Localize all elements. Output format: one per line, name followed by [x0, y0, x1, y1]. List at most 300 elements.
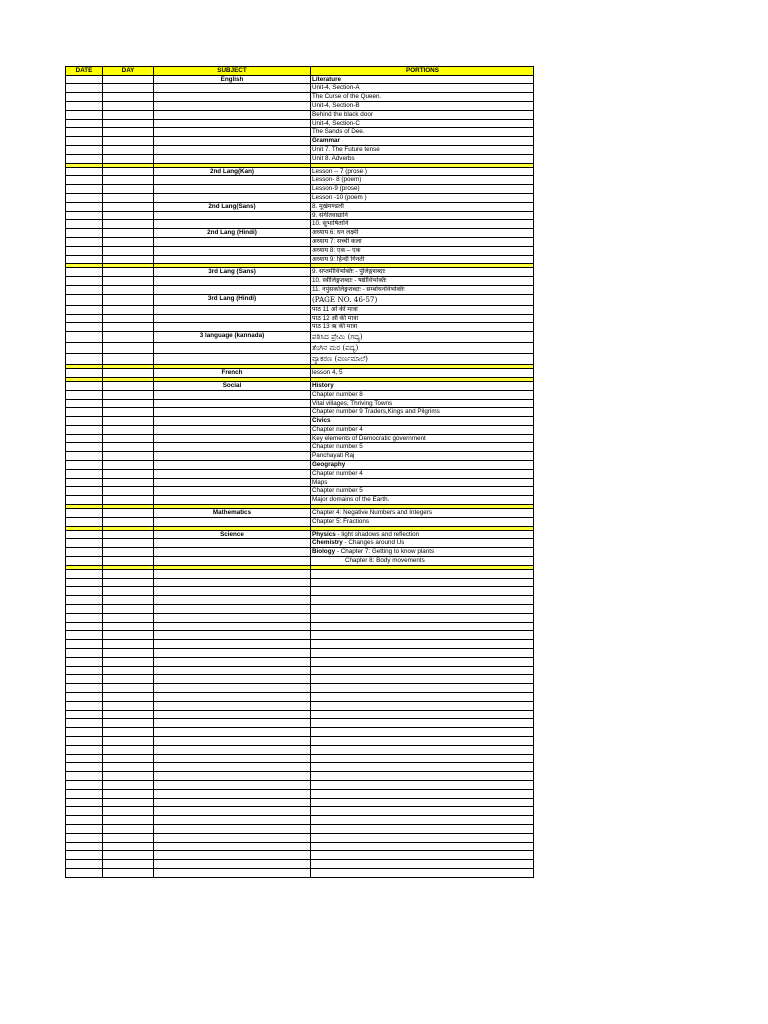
separator-cell [311, 378, 533, 381]
subject-cell [154, 212, 311, 220]
day-cell [103, 470, 154, 478]
subject-cell: Social [154, 382, 311, 390]
empty-cell [311, 570, 533, 578]
day-cell [103, 452, 154, 460]
empty-cell [154, 711, 311, 719]
subject-cell [154, 84, 311, 92]
empty-cell [66, 737, 103, 745]
empty-cell [154, 675, 311, 683]
empty-cell [154, 781, 311, 789]
empty-cell [66, 587, 103, 595]
portion-cell [311, 461, 533, 469]
portion-text: Vital villages, Thriving Towns [312, 399, 393, 407]
exam-schedule-table [65, 66, 534, 878]
table-row [65, 229, 534, 238]
portion-cell [311, 268, 533, 276]
empty-cell [66, 640, 103, 648]
portion-text: The Curse of the Queen. [312, 93, 382, 101]
empty-cell [311, 825, 533, 833]
empty-cell [66, 869, 103, 877]
empty-cell [103, 772, 154, 780]
subject-cell [154, 354, 311, 364]
date-cell [66, 369, 103, 377]
empty-cell [66, 702, 103, 710]
date-cell [66, 548, 103, 556]
empty-cell [66, 763, 103, 771]
empty-row [65, 658, 534, 667]
portion-text: Unit-4, Section-A [312, 84, 360, 92]
portion-cell [311, 354, 533, 364]
day-cell [103, 417, 154, 425]
empty-cell [154, 596, 311, 604]
empty-row [65, 711, 534, 720]
empty-cell [66, 605, 103, 613]
subject-cell [154, 539, 311, 547]
subject-cell [154, 426, 311, 434]
empty-cell [103, 675, 154, 683]
separator-cell [311, 566, 533, 569]
separator-cell [154, 264, 311, 267]
day-cell [103, 306, 154, 314]
portion-text: Chapter 4: Negative Numbers and Integers [312, 509, 433, 517]
date-cell [66, 247, 103, 255]
empty-cell [154, 799, 311, 807]
empty-cell [154, 702, 311, 710]
portion-text: Geography [312, 461, 346, 469]
date-cell [66, 229, 103, 237]
subject-cell [154, 487, 311, 495]
empty-row [65, 640, 534, 649]
separator-cell [66, 566, 103, 569]
date-cell [66, 238, 103, 246]
date-cell [66, 176, 103, 184]
empty-cell [66, 579, 103, 587]
portion-cell [311, 111, 533, 119]
table-row [65, 487, 534, 496]
empty-cell [154, 869, 311, 877]
empty-cell [154, 579, 311, 587]
empty-cell [103, 728, 154, 736]
portion-cell [311, 518, 533, 526]
empty-row [65, 684, 534, 693]
table-row [65, 323, 534, 332]
subject-cell [154, 496, 311, 504]
empty-row [65, 587, 534, 596]
date-cell [66, 557, 103, 565]
day-cell [103, 315, 154, 323]
date-cell [66, 391, 103, 399]
empty-cell [311, 869, 533, 877]
table-row [65, 212, 534, 221]
empty-cell [66, 649, 103, 657]
portion-text: Lesson-9 (prose) [312, 185, 360, 193]
empty-cell [154, 746, 311, 754]
portion-text: - Changes around Us [342, 539, 405, 547]
portion-label: Biology [312, 548, 336, 556]
empty-cell [154, 693, 311, 701]
portion-cell [311, 369, 533, 377]
portion-text: अध्याय 9: हिन्दी गिनती [312, 255, 365, 263]
day-cell [103, 509, 154, 517]
table-row [65, 496, 534, 505]
portion-text: - light shadows and reflection [335, 530, 420, 538]
empty-cell [311, 860, 533, 868]
subject-cell [154, 470, 311, 478]
date-cell [66, 443, 103, 451]
empty-cell [66, 807, 103, 815]
empty-cell [311, 711, 533, 719]
subject-cell [154, 111, 311, 119]
empty-cell [311, 755, 533, 763]
empty-cell [66, 834, 103, 842]
table-row [65, 518, 534, 527]
separator-cell [154, 365, 311, 368]
empty-cell [66, 799, 103, 807]
empty-row [65, 807, 534, 816]
portion-label: Physics [312, 530, 336, 538]
separator-cell [103, 378, 154, 381]
date-cell [66, 343, 103, 353]
empty-cell [103, 631, 154, 639]
table-row [65, 417, 534, 426]
empty-row [65, 702, 534, 711]
empty-cell [66, 816, 103, 824]
empty-cell [103, 605, 154, 613]
empty-cell [66, 711, 103, 719]
portion-cell [311, 256, 533, 264]
portion-text: History [312, 381, 334, 389]
portion-cell [311, 343, 533, 353]
portion-text: Chapter number 4 [312, 425, 363, 433]
portion-text: Chapter number 4 [312, 469, 363, 477]
table-row [65, 452, 534, 461]
separator-cell [154, 566, 311, 569]
date-cell [66, 461, 103, 469]
subject-cell [154, 238, 311, 246]
separator-cell [154, 505, 311, 508]
date-cell [66, 306, 103, 314]
separator-cell [66, 164, 103, 167]
empty-cell [66, 596, 103, 604]
day-cell [103, 295, 154, 305]
day-cell [103, 146, 154, 154]
portion-text: ಪಠಿಸಿದ ಪ್ರೇಮಿ (ಗದ್ಯ) [312, 332, 363, 342]
empty-cell [311, 719, 533, 727]
table-row [65, 443, 534, 452]
empty-row [65, 693, 534, 702]
day-cell [103, 277, 154, 285]
empty-cell [311, 623, 533, 631]
subject-cell [154, 137, 311, 145]
empty-cell [66, 719, 103, 727]
empty-cell [103, 737, 154, 745]
empty-cell [311, 693, 533, 701]
empty-cell [66, 684, 103, 692]
empty-cell [154, 658, 311, 666]
day-cell [103, 343, 154, 353]
portion-text: अध्याय 7: सच्ची कला [312, 237, 362, 245]
empty-row [65, 719, 534, 728]
subject-cell: Science [154, 531, 311, 539]
day-cell [103, 518, 154, 526]
empty-cell [154, 851, 311, 859]
empty-row [65, 649, 534, 658]
table-row [65, 435, 534, 444]
portion-cell [311, 509, 533, 517]
empty-cell [66, 755, 103, 763]
empty-cell [311, 843, 533, 851]
separator-cell [66, 264, 103, 267]
date-cell [66, 256, 103, 264]
portion-cell [311, 155, 533, 163]
separator-cell [66, 378, 103, 381]
date-cell [66, 84, 103, 92]
empty-cell [311, 834, 533, 842]
header-date: DATE [66, 67, 103, 75]
separator-cell [66, 527, 103, 530]
empty-row [65, 579, 534, 588]
day-cell [103, 426, 154, 434]
portion-text: अध्याय 6: धन लक्ष्मी [312, 229, 359, 237]
empty-cell [103, 799, 154, 807]
subject-cell: 3rd Lang (Sans) [154, 268, 311, 276]
day-cell [103, 137, 154, 145]
portion-text: (PAGE NO. 46-57) [312, 294, 378, 304]
portion-text: - Chapter 7: Getting to know plants [335, 548, 435, 556]
subject-cell [154, 155, 311, 163]
portion-cell [311, 76, 533, 84]
portion-text: अध्याय 8: एक – एक [312, 246, 361, 254]
empty-row [65, 596, 534, 605]
portion-text: Major domains of the Earth. [312, 496, 390, 504]
subject-cell [154, 557, 311, 565]
portion-cell [311, 417, 533, 425]
empty-cell [154, 684, 311, 692]
portion-text: Chapter 5: Fractions [312, 517, 370, 525]
header-portions: PORTIONS [406, 67, 439, 74]
table-row [65, 295, 534, 306]
portion-cell [311, 531, 533, 539]
empty-cell [154, 807, 311, 815]
empty-cell [66, 623, 103, 631]
portion-text: 11. नपुंसकलिङ्गशब्दाः - सम्बोधनविभक्तिः [312, 285, 405, 293]
empty-cell [66, 728, 103, 736]
empty-cell [311, 684, 533, 692]
separator-cell [66, 505, 103, 508]
empty-cell [103, 860, 154, 868]
table-row [65, 369, 534, 378]
day-cell [103, 203, 154, 211]
portion-cell [311, 408, 533, 416]
portion-cell [311, 286, 533, 294]
date-cell [66, 426, 103, 434]
portion-text: Chapter number 5 [312, 487, 363, 495]
portion-cell [311, 295, 533, 305]
empty-cell [66, 746, 103, 754]
empty-row [65, 816, 534, 825]
portion-cell [311, 470, 533, 478]
day-cell [103, 408, 154, 416]
empty-cell [154, 719, 311, 727]
empty-row [65, 728, 534, 737]
empty-cell [154, 728, 311, 736]
portion-text: Unit-4, Section-C [312, 119, 360, 127]
portion-cell [311, 539, 533, 547]
empty-cell [154, 614, 311, 622]
empty-cell [154, 737, 311, 745]
portion-cell [311, 102, 533, 110]
empty-row [65, 746, 534, 755]
empty-cell [66, 658, 103, 666]
empty-cell [311, 737, 533, 745]
subject-cell: Mathematics [154, 509, 311, 517]
empty-cell [103, 702, 154, 710]
empty-cell [66, 614, 103, 622]
date-cell [66, 220, 103, 228]
empty-cell [154, 755, 311, 763]
table-row [65, 176, 534, 185]
portion-text: Lesson- 8 (poem) [312, 176, 362, 184]
empty-row [65, 623, 534, 632]
day-cell [103, 487, 154, 495]
day-cell [103, 557, 154, 565]
portion-text: Behind the black door [312, 110, 373, 118]
portion-cell [311, 452, 533, 460]
empty-cell [66, 860, 103, 868]
empty-cell [311, 799, 533, 807]
portion-cell [311, 185, 533, 193]
empty-cell [103, 746, 154, 754]
date-cell [66, 203, 103, 211]
portion-cell [311, 128, 533, 136]
empty-cell [103, 807, 154, 815]
empty-row [65, 631, 534, 640]
date-cell [66, 354, 103, 364]
table-row [65, 470, 534, 479]
separator-cell [311, 365, 533, 368]
empty-cell [154, 640, 311, 648]
table-row [65, 102, 534, 111]
subject-cell [154, 93, 311, 101]
day-cell [103, 323, 154, 331]
day-cell [103, 128, 154, 136]
empty-row [65, 834, 534, 843]
date-cell [66, 323, 103, 331]
day-cell [103, 256, 154, 264]
day-cell [103, 168, 154, 176]
separator-cell [103, 527, 154, 530]
table-row [65, 168, 534, 177]
empty-cell [66, 631, 103, 639]
empty-cell [66, 843, 103, 851]
separator-cell [103, 264, 154, 267]
subject-cell [154, 176, 311, 184]
empty-cell [66, 570, 103, 578]
subject-cell: French [154, 369, 311, 377]
portion-text: Literature [312, 75, 342, 83]
day-cell [103, 155, 154, 163]
empty-cell [311, 728, 533, 736]
portion-cell [311, 277, 533, 285]
separator-cell [311, 527, 533, 530]
table-row [65, 332, 534, 343]
date-cell [66, 487, 103, 495]
empty-cell [103, 684, 154, 692]
portion-text: Civics [312, 417, 331, 425]
portion-text: Unit-4, Section-B [312, 101, 360, 109]
day-cell [103, 479, 154, 487]
table-row [65, 509, 534, 518]
empty-cell [103, 790, 154, 798]
empty-row [65, 799, 534, 808]
empty-row [65, 614, 534, 623]
table-row [65, 185, 534, 194]
portion-text: ವ್ಯಾಕರಣ (ವರ್ಣಮಾಲೆ) [312, 354, 368, 364]
subject-cell: 2nd Lang(Kan) [154, 168, 311, 176]
subject-cell: 2nd Lang(Sans) [154, 203, 311, 211]
empty-cell [154, 834, 311, 842]
separator-cell [103, 566, 154, 569]
date-cell [66, 76, 103, 84]
empty-cell [103, 851, 154, 859]
day-cell [103, 229, 154, 237]
table-row [65, 286, 534, 295]
day-cell [103, 369, 154, 377]
empty-row [65, 605, 534, 614]
empty-cell [311, 807, 533, 815]
day-cell [103, 531, 154, 539]
portion-cell [311, 229, 533, 237]
subject-cell [154, 443, 311, 451]
date-cell [66, 268, 103, 276]
empty-row [65, 675, 534, 684]
empty-cell [311, 640, 533, 648]
portion-cell [311, 137, 533, 145]
empty-cell [154, 623, 311, 631]
date-cell [66, 382, 103, 390]
separator-cell [311, 264, 533, 267]
subject-cell [154, 247, 311, 255]
empty-row [65, 790, 534, 799]
empty-row [65, 860, 534, 869]
subject-cell: 2nd Lang (Hindi) [154, 229, 311, 237]
portion-cell [311, 391, 533, 399]
subject-cell: 3 language (kannada) [154, 332, 311, 342]
empty-cell [154, 605, 311, 613]
empty-cell [311, 667, 533, 675]
day-cell [103, 400, 154, 408]
table-row [65, 354, 534, 365]
empty-row [65, 667, 534, 676]
date-cell [66, 277, 103, 285]
table-row [65, 203, 534, 212]
portion-text: Panchayati Raj [312, 452, 355, 460]
date-cell [66, 286, 103, 294]
empty-cell [311, 772, 533, 780]
empty-cell [103, 614, 154, 622]
date-cell [66, 212, 103, 220]
table-row [65, 155, 534, 164]
portion-cell [311, 315, 533, 323]
portion-cell [311, 479, 533, 487]
empty-cell [311, 702, 533, 710]
empty-cell [311, 790, 533, 798]
portion-text: पाठ 11 ओ की मात्रा [312, 305, 358, 313]
subject-cell [154, 220, 311, 228]
day-cell [103, 496, 154, 504]
date-cell [66, 102, 103, 110]
table-row [65, 137, 534, 146]
